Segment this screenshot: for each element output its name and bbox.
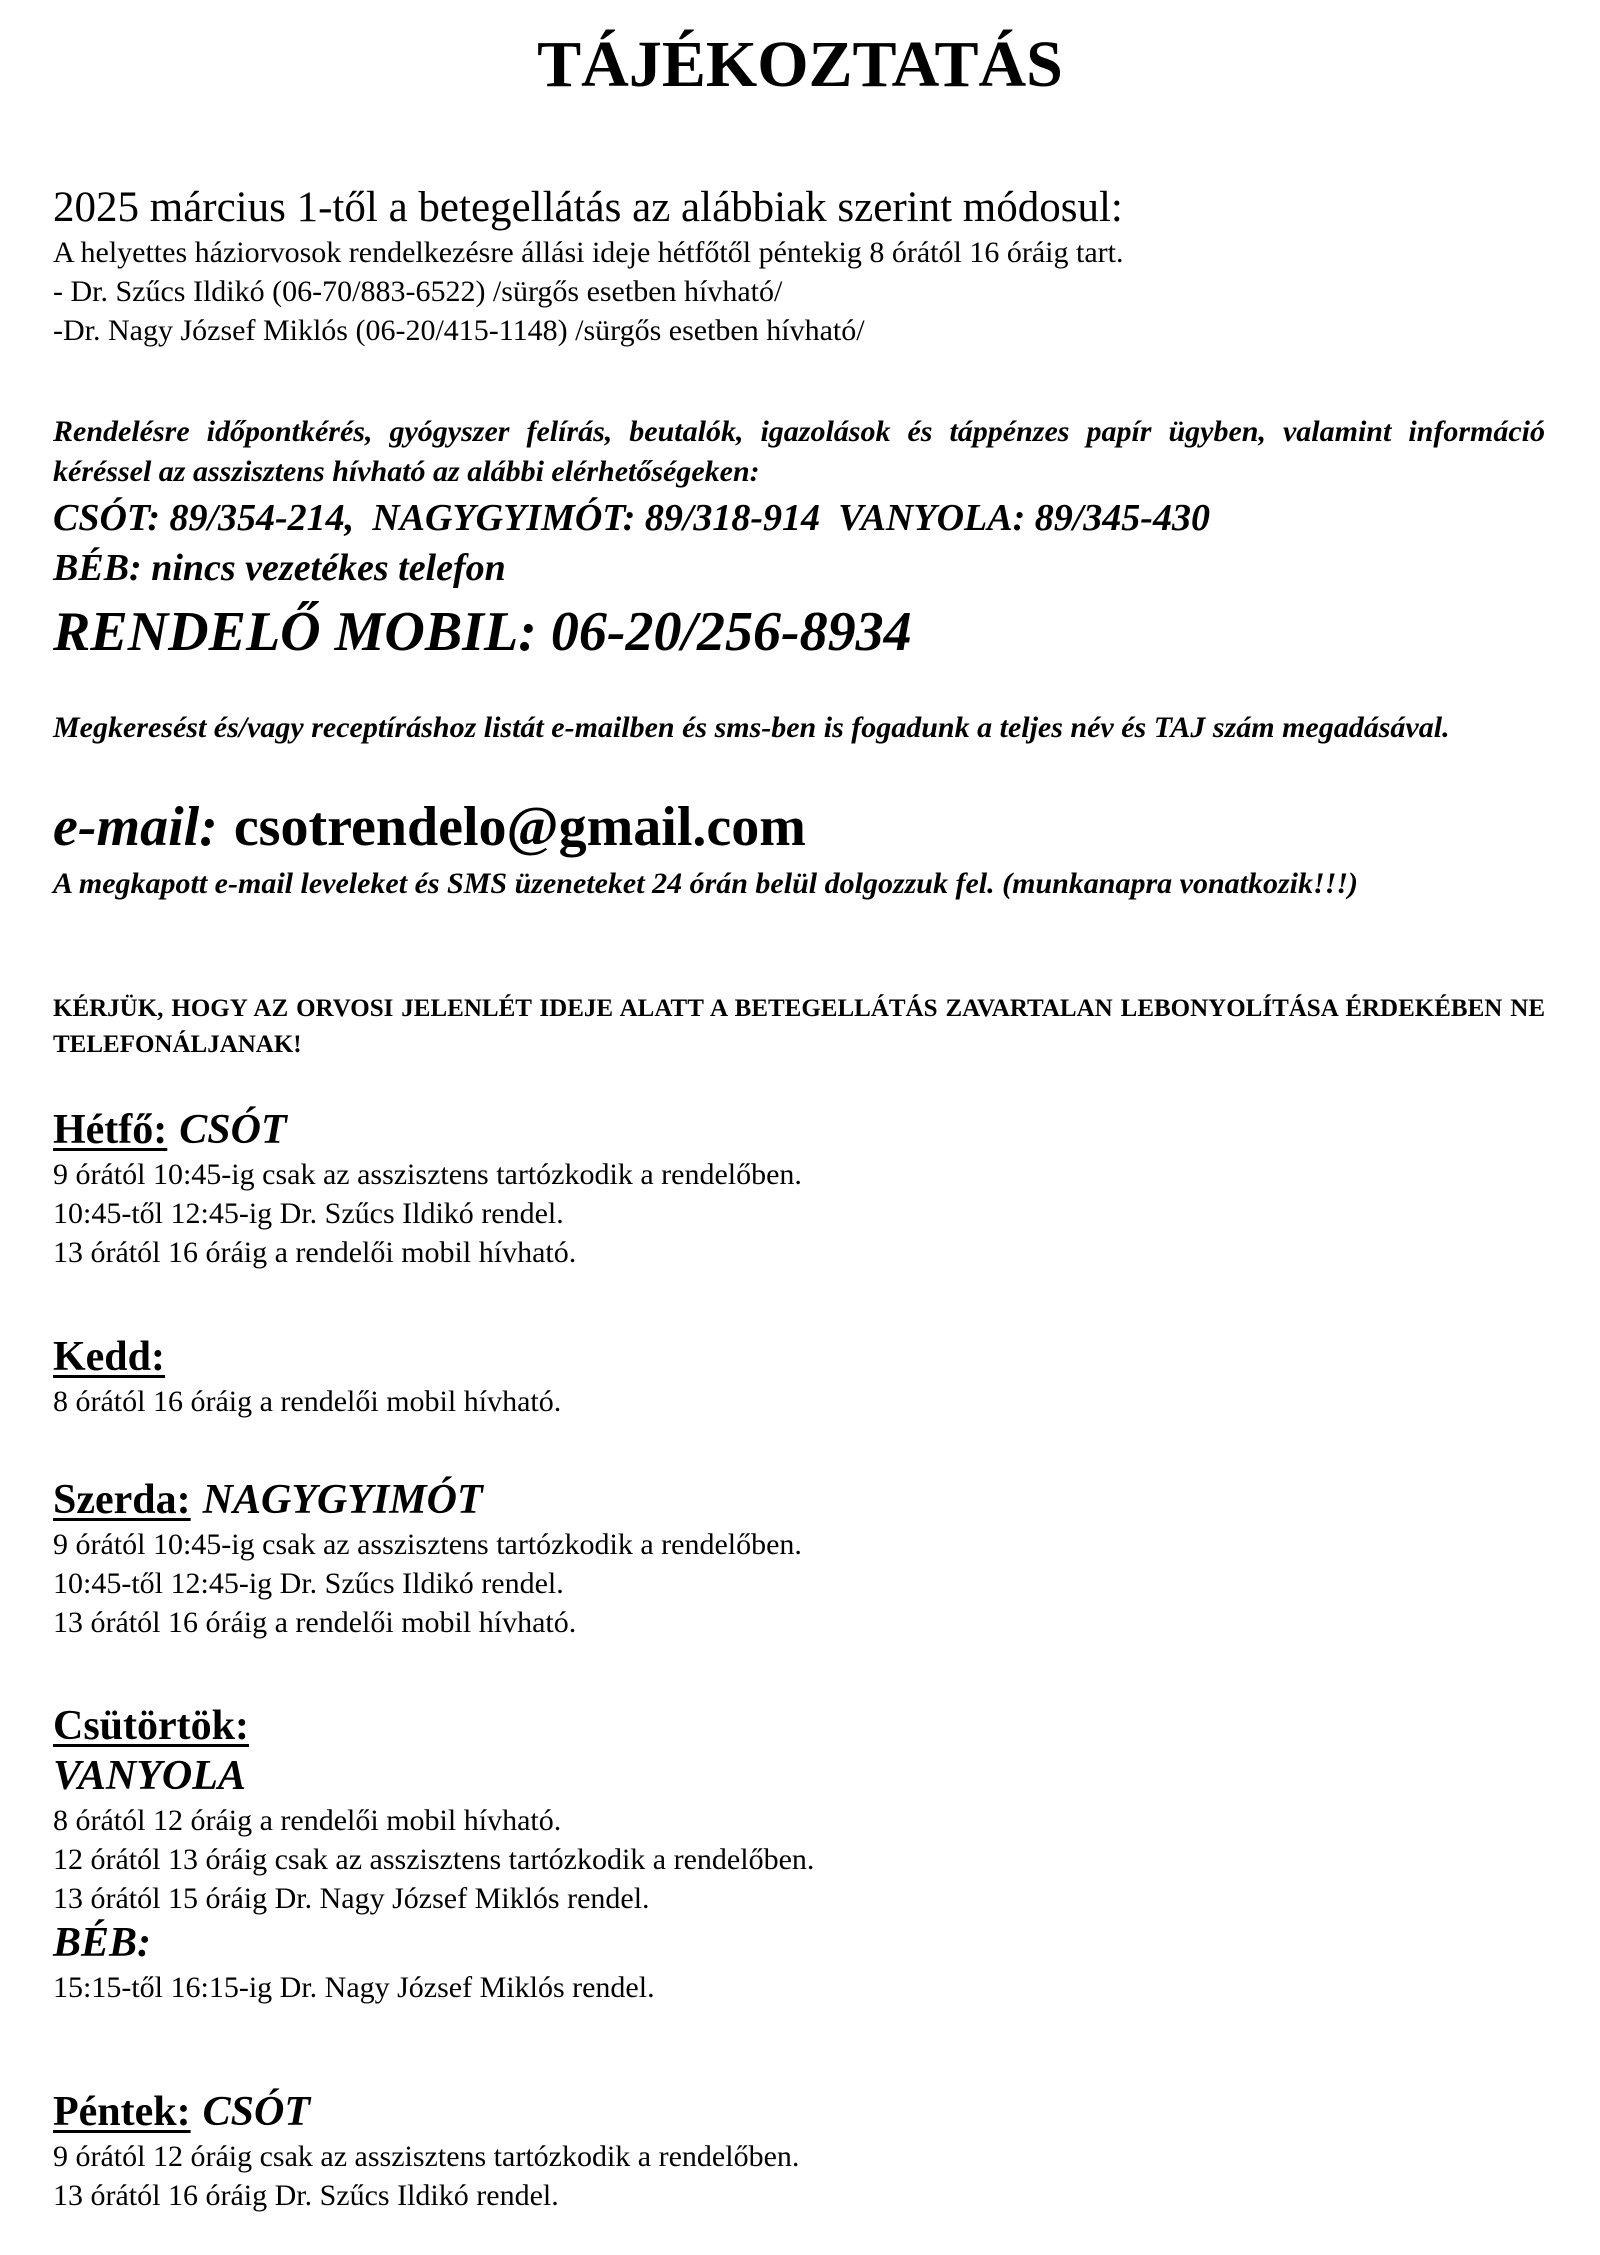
phone-nagygyimot: NAGYGYIMÓT: 89/318-914 bbox=[372, 497, 821, 539]
availability-line: A helyettes háziorvosok rendelkezésre állási ideje hétfőtől péntekig 8 órától 16 óráig tart. bbox=[53, 236, 1124, 269]
doctor-szucs-line: - Dr. Szűcs Ildikó (06-70/883-6522) /sürgős esetben hívható/ bbox=[53, 275, 783, 308]
schedule-line: 12 órától 13 óráig csak az asszisztens tartózkodik a rendelőben. bbox=[53, 1843, 815, 1876]
schedule-line: 10:45-től 12:45-ig Dr. Szűcs Ildikó rendel. bbox=[53, 1197, 564, 1230]
schedule-wednesday bbox=[53, 1475, 1545, 1642]
email-label: e-mail: bbox=[53, 796, 218, 858]
schedule-friday bbox=[53, 2087, 1545, 2215]
no-phone-notice: KÉRJÜK, HOGY AZ ORVOSI JELENLÉT IDEJE ALATT A BETEGELLÁTÁS ZAVARTALAN LEBONYOLÍTÁSA ÉRDEKÉBEN NE TELEFONÁLJANAK! bbox=[53, 995, 1545, 1058]
mobile-number: RENDELŐ MOBIL: 06-20/256-8934 bbox=[53, 601, 912, 663]
day-heading bbox=[53, 1332, 1545, 1382]
schedule-line: 9 órától 10:45-ig csak az asszisztens tartózkodik a rendelőben. bbox=[53, 1158, 802, 1191]
schedule-line: 13 órától 15 óráig Dr. Nagy József Miklós rendel. bbox=[53, 1882, 650, 1915]
day-heading bbox=[53, 1701, 1545, 1751]
schedule-line: 9 órától 10:45-ig csak az asszisztens tartózkodik a rendelőben. bbox=[53, 1528, 802, 1561]
place-label-beb: BÉB: bbox=[53, 1920, 152, 1966]
place-label: CSÓT bbox=[202, 2089, 310, 2135]
schedule-line: 13 órától 16 óráig Dr. Szűcs Ildikó rendel. bbox=[53, 2179, 559, 2212]
schedule-line: 15:15-től 16:15-ig Dr. Nagy József Miklós rendel. bbox=[53, 1971, 655, 2004]
day-heading bbox=[53, 1475, 1545, 1525]
schedule-line: 8 órától 16 óráig a rendelői mobil hívható. bbox=[53, 1385, 562, 1418]
day-heading bbox=[53, 2087, 1545, 2137]
email-row bbox=[53, 797, 1545, 857]
intro-heading: 2025 március 1-től a betegellátás az alábbiak szerint módosul: bbox=[53, 184, 1123, 231]
phone-vanyola: VANYOLA: 89/345-430 bbox=[838, 497, 1210, 539]
phone-csot: CSÓT: 89/354-214, bbox=[53, 497, 355, 539]
page-title: TÁJÉKOZTATÁS bbox=[537, 28, 1063, 101]
place-label: VANYOLA bbox=[53, 1753, 246, 1799]
day-label: Péntek: bbox=[53, 2089, 191, 2135]
schedule-line: 9 órától 12 óráig csak az asszisztens tartózkodik a rendelőben. bbox=[53, 2140, 800, 2173]
day-label: Hétfő: bbox=[53, 1107, 168, 1153]
schedule-line: 13 órától 16 óráig a rendelői mobil hívható. bbox=[53, 1236, 577, 1269]
schedule-monday bbox=[53, 1105, 1545, 1272]
schedule-line: 13 órától 16 óráig a rendelői mobil hívható. bbox=[53, 1606, 577, 1639]
doctor-nagy-line: -Dr. Nagy József Miklós (06-20/415-1148) /sürgős esetben hívható/ bbox=[53, 314, 865, 347]
place-label: CSÓT bbox=[179, 1107, 287, 1153]
schedule-thursday bbox=[53, 1701, 1545, 2007]
request-info: Megkeresést és/vagy receptíráshoz listát e-mailben és sms-ben is fogadunk a teljes név és TAJ szám megadásával. bbox=[53, 711, 1450, 744]
place-label: NAGYGYIMÓT bbox=[202, 1477, 483, 1523]
phone-numbers-row bbox=[53, 495, 1545, 541]
day-label: Szerda: bbox=[53, 1477, 191, 1523]
beb-phone-line: BÉB: nincs vezetékes telefon bbox=[53, 547, 506, 589]
schedule-line: 8 órától 12 óráig a rendelői mobil hívható. bbox=[53, 1804, 562, 1837]
day-heading bbox=[53, 1105, 1545, 1155]
assistant-contact-info: Rendelésre időpontkérés, gyógyszer felírás, beutalók, igazolások és táppénzes papír ügyben, valamint információ kéréssel az asszisztens hívható az alábbi elérhetőségeken: bbox=[53, 415, 1545, 488]
schedule-tuesday bbox=[53, 1332, 1545, 1421]
email-address: csotrendelo@gmail.com bbox=[233, 796, 806, 858]
day-label: Csütörtök: bbox=[53, 1703, 249, 1749]
schedule-line: 10:45-től 12:45-ig Dr. Szűcs Ildikó rendel. bbox=[53, 1567, 564, 1600]
day-label: Kedd: bbox=[53, 1334, 166, 1380]
intro-section bbox=[53, 183, 1545, 350]
processing-note: A megkapott e-mail leveleket és SMS üzeneteket 24 órán belül dolgozzuk fel. (munkanapra vonatkozik!!!) bbox=[53, 867, 1359, 900]
